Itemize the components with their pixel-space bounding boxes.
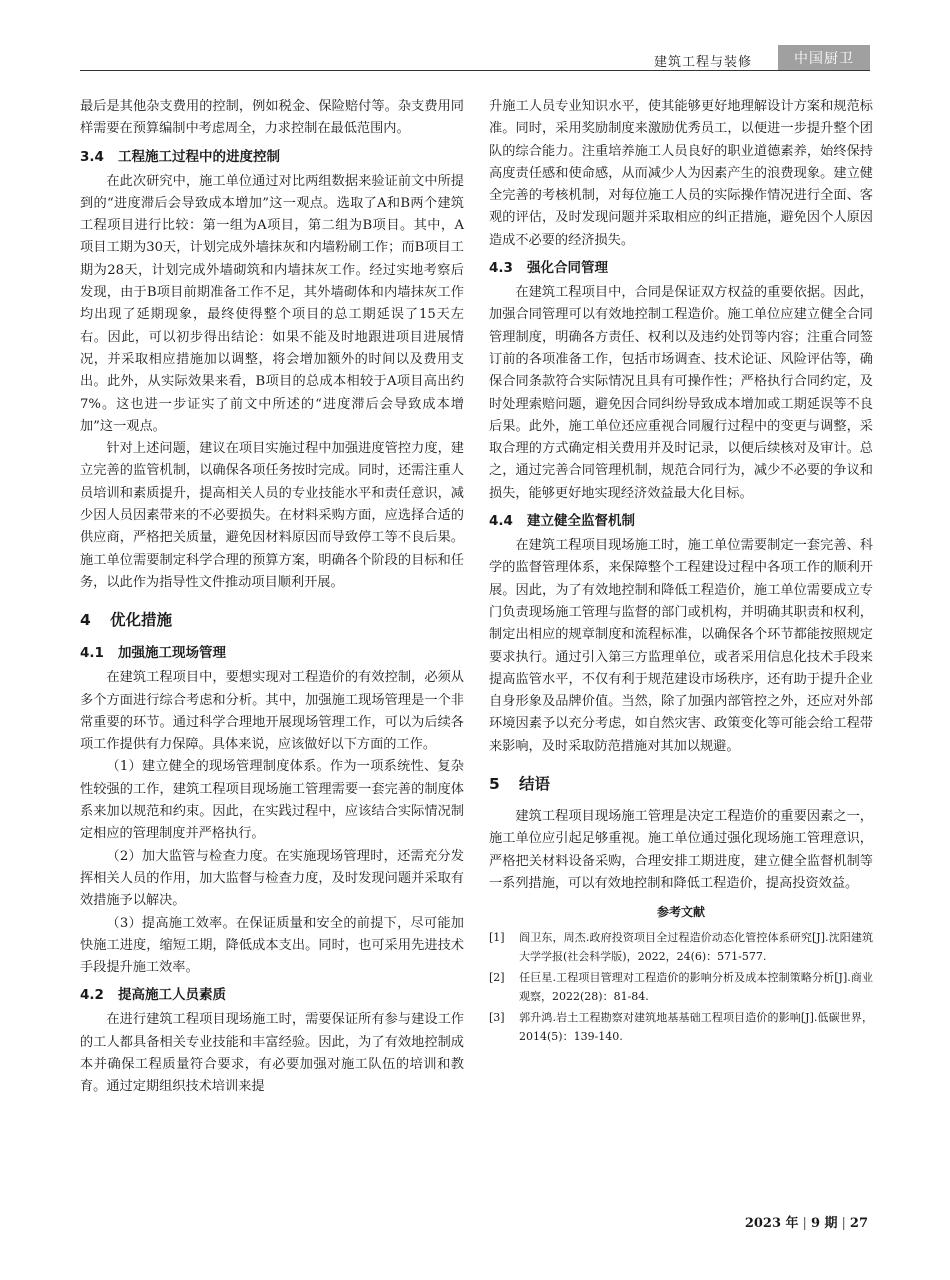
footer-year: 2023 年 (744, 1216, 799, 1231)
paragraph: 在建筑工程项目中，要想实现对工程造价的有效控制，必须从多个方面进行综合考虑和分析。其中，加强施工现场管理是一个非常重要的环节。通过科学合理地开展现场管理工作，可以为后续各项工作提供有力保障。具体来说，应该做好以下方面的工作。 (80, 670, 464, 753)
section-heading-5: 5 结语 (489, 775, 551, 794)
section-heading-4: 4 优化措施 (80, 611, 173, 630)
header-rule (80, 70, 870, 71)
footer-issue: 9 期 (810, 1216, 838, 1231)
section-heading-4-1: 4.1 加强施工现场管理 (80, 645, 226, 662)
page-number: 27 (849, 1216, 868, 1231)
section-heading-4-2: 4.2 提高施工人员素质 (80, 987, 226, 1004)
section-heading-4-3: 4.3 强化合同管理 (489, 260, 608, 277)
references-title: 参考文献 (656, 905, 705, 920)
paragraph: （2）加大监管与检查力度。在实施现场管理时，还需充分发挥相关人员的作用，加大监督与检查力度，及时发现问题并采取有效措施予以解决。 (80, 848, 464, 909)
page-footer: 2023 年 | 9 期 | 27 (744, 1216, 868, 1231)
paragraph: 建筑工程项目现场施工管理是决定工程造价的重要因素之一，施工单位应引起足够重视。施工单位通过强化现场施工管理意识，严格把关材料设备采购，合理安排工期进度，建立健全监督机制等一系列措施，可以有效地控制和降低工程造价，提高投资效益。 (489, 809, 873, 891)
right-column (489, 96, 873, 1048)
paragraph: （3）提高施工效率。在保证质量和安全的前提下，尽可能加快施工进度，缩短工期，降低成本支出。同时，也可采用先进技术手段提升施工效率。 (80, 915, 464, 976)
paragraph: 在此次研究中，施工单位通过对比两组数据来验证前文中所提到的“进度滞后会导致成本增加”这一观点。选取了A和B两个建筑工程项目进行比较：第一组为A项目，第二组为B项目。其中，A项目工期为30天，计划完成外墙抹灰和内墙粉刷工作；而B项目工期为28天，计划完成外墙砌筑和内墙抹灰工作。经过实地考察后发现，由于B项目前期准备工作不足，其外墙砌体和内墙抹灰工作均出现了延期现象，最终使得整个项目的总工期延误了15天左右。因此，可以初步得出结论：如果不能及时地跟进项目进展情况，并采取相应措施加以调整，将会增加额外的时间以及费用支出。此外，从实际效果来看，B项目的总成本相较于A项目高出约7%。这也进一步证实了前文中所述的“进度滞后会导致成本增加”这一观点。 (80, 173, 464, 434)
paragraph: （1）建立健全的现场管理制度体系。作为一项系统性、复杂性较强的工作，建筑工程项目现场施工管理需要一套完善的制度体系来加以规范和约束。因此，在实践过程中，应该结合实际情况制定相应的管理制度并严格执行。 (80, 759, 464, 842)
reference-item: [3] 郭升鸿.岩土工程勘察对建筑地基基础工程项目造价的影响[J].低碳世界，2014(5)：139-140. (489, 1011, 873, 1044)
paragraph: 针对上述问题，建议在项目实施过程中加强进度管控力度，建立完善的监管机制，以确保各项任务按时完成。同时，还需注重人员培训和素质提升，提高相关人员的专业技能水平和责任意识，减少因人员因素带来的不必要损失。在材料采购方面，应选择合适的供应商，严格把关质量，避免因材料原因而导致停工等不良后果。施工单位需要制定科学合理的预算方案，明确各个阶段的目标和任务，以此作为指导性文件推动项目顺利开展。 (80, 441, 464, 590)
journal-name-badge: 中国厨卫 (778, 45, 870, 71)
paragraph: 在进行建筑工程项目现场施工时，需要保证所有参与建设工作的工人都具备相关专业技能和丰富经验。因此，为了有效地控制成本并确保工程质量符合要求，有必要加强对施工队伍的培训和教育。通过定期组织技术培训来提 (80, 1012, 464, 1095)
reference-item: [2] 任巨星.工程项目管理对工程造价的影响分析及成本控制策略分析[J].商业观察，2022(28)：81-84. (489, 971, 873, 1004)
paragraph: 在建筑工程项目中，合同是保证双方权益的重要依据。因此，加强合同管理可以有效地控制工程造价。施工单位应建立健全合同管理制度，明确各方责任、权利以及违约处罚等内容；注重合同签订前的各项准备工作，包括市场调查、技术论证、风险评估等，确保合同条款符合实际情况且具有可操作性；严格执行合同约定，及时处理索赔问题，避免因合同纠纷导致成本增加或工期延误等不良后果。此外，施工单位还应重视合同履行过程中的变更与调整，采取合理的方式确定相关费用并及时记录，以便后续核对及审计。总之，通过完善合同管理机制，规范合同行为，减少不必要的争议和损失，能够更好地实现经济效益最大化目标。 (489, 285, 873, 501)
journal-section-label: 建筑工程与装修 (654, 55, 753, 70)
paragraph: 在建筑工程项目现场施工时，施工单位需要制定一套完善、科学的监督管理体系，来保障整个工程建设过程中各项工作的顺利开展。因此，为了有效地控制和降低工程造价，施工单位需要成立专门负责现场施工管理与监督的部门或机构，并明确其职责和权利，制定出相应的规章制度和流程标准，以确保各个环节都能按照规定要求执行。通过引入第三方监理单位，或者采用信息化技术手段来提高监管水平，不仅有利于规范建设市场秩序，还有助于提升企业自身形象及品牌价值。当然，除了加强内部管控之外，还应对外部环境因素予以充分考虑，如自然灾害、政策变化等可能会给工程带来影响，及时采取防范措施对其加以规避。 (489, 538, 873, 754)
paragraph: 最后是其他杂支费用的控制，例如税金、保险赔付等。杂支费用同样需要在预算编制中考虑周全，力求控制在最低范围内。 (80, 99, 464, 137)
section-heading-3-4: 3.4 工程施工过程中的进度控制 (80, 148, 280, 165)
section-heading-4-4: 4.4 建立健全监督机制 (489, 513, 635, 530)
left-column (80, 96, 464, 1099)
reference-item: [1] 阎卫东，周杰.政府投资项目全过程造价动态化管控体系研究[J].沈阳建筑大学学报(社会科学版)，2022，24(6)：571-577. (489, 931, 873, 964)
paragraph: 升施工人员专业知识水平，使其能够更好地理解设计方案和规范标准。同时，采用奖励制度来激励优秀员工，以便进一步提升整个团队的综合能力。注重培养施工人员良好的职业道德素养，始终保持高度责任感和使命感，从而减少人为因素产生的浪费现象。建立健全完善的考核机制，对每位施工人员的实际操作情况进行全面、客观的评估，及时发现问题并采取相应的纠正措施，避免因个人原因造成不必要的经济损失。 (489, 99, 873, 248)
